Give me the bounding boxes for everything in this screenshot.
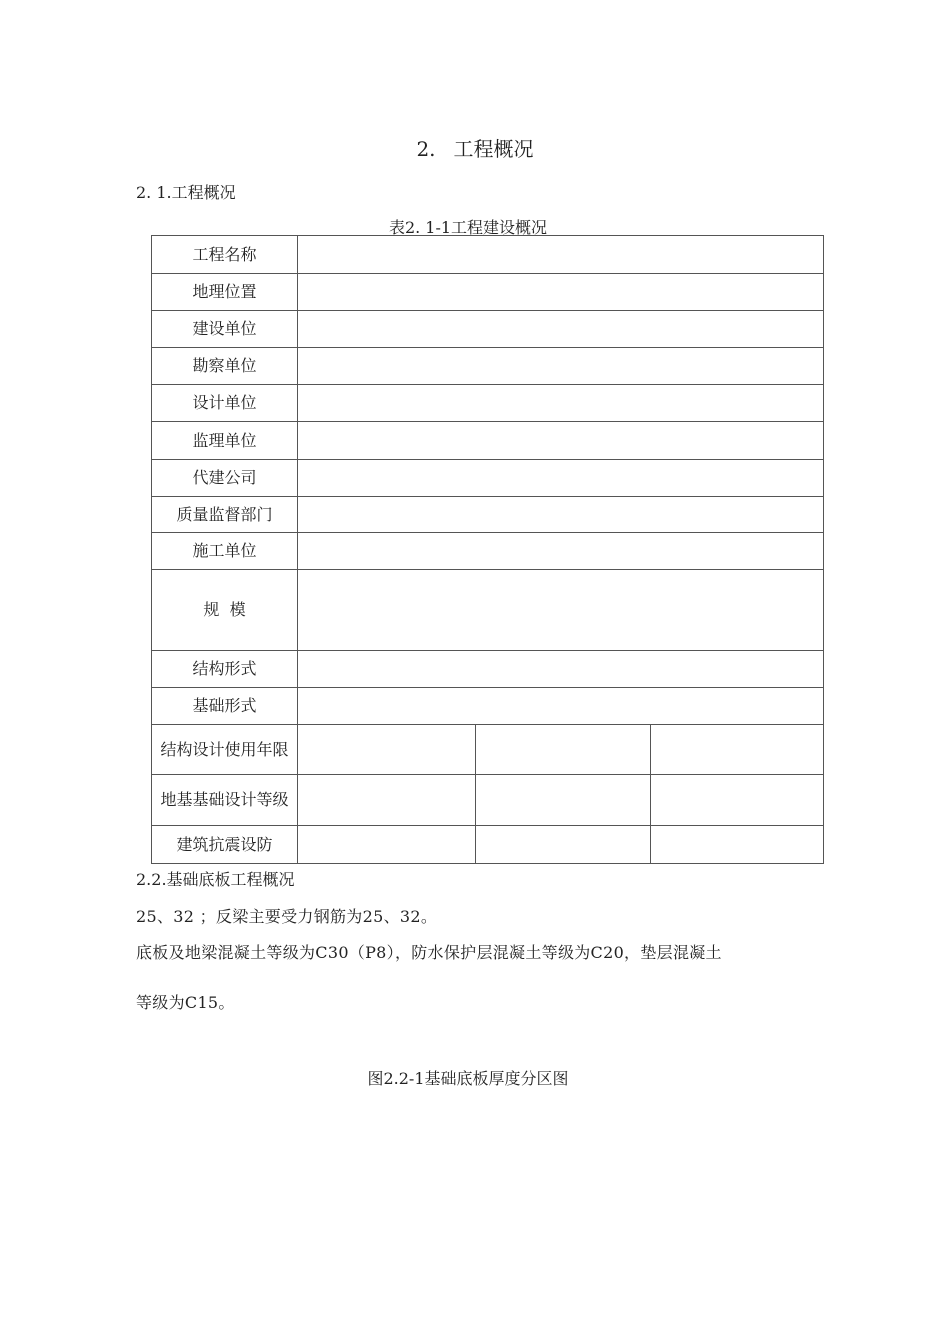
row-label-service-life: 结构设计使用年限: [152, 725, 298, 775]
chapter-number: 2.: [416, 137, 436, 161]
row-value-scale: [298, 570, 824, 651]
table-row: [152, 497, 824, 533]
row-value-foundation: [298, 688, 824, 725]
table-row: [152, 725, 824, 775]
table-row: [152, 570, 824, 651]
table-row: [152, 460, 824, 497]
section-2-2-heading: 2.2.基础底板工程概况: [136, 870, 295, 889]
chapter-title: [0, 133, 950, 162]
concrete-paragraph-line1: 底板及地梁混凝土等级为C30（P8），防水保护层混凝土等级为C20，垫层混凝土: [136, 943, 722, 962]
row-value-quality: [298, 497, 824, 533]
table-row: [152, 311, 824, 348]
table-caption: 表2. 1-1工程建设概况: [388, 218, 548, 237]
row-label-project-name: 工程名称: [152, 236, 298, 274]
section-2-1-heading: 2. 1.工程概况: [136, 183, 236, 202]
row-label-construction: 施工单位: [152, 533, 298, 570]
table-row: [152, 348, 824, 385]
row-label-owner: 建设单位: [152, 311, 298, 348]
row-value-owner: [298, 311, 824, 348]
row-value-seismic-1: [298, 826, 476, 864]
row-value-agent: [298, 460, 824, 497]
row-value-design: [298, 385, 824, 422]
row-value-supervision: [298, 422, 824, 460]
chapter-title-text: 工程概况: [453, 137, 534, 161]
row-value-project-name: [298, 236, 824, 274]
row-label-agent: 代建公司: [152, 460, 298, 497]
row-value-foundation-grade-2: [476, 775, 651, 826]
figure-caption: 图2.2-1基础底板厚度分区图: [367, 1069, 569, 1088]
row-value-survey: [298, 348, 824, 385]
row-value-structure: [298, 651, 824, 688]
row-value-seismic-3: [651, 826, 824, 864]
row-value-foundation-grade-3: [651, 775, 824, 826]
table-row: [152, 688, 824, 725]
row-value-service-life-3: [651, 725, 824, 775]
table-row: [152, 422, 824, 460]
row-value-location: [298, 274, 824, 311]
row-value-foundation-grade-1: [298, 775, 476, 826]
table-row: [152, 274, 824, 311]
table-row: [152, 236, 824, 274]
rebar-paragraph: 25、32 ；反梁主要受力钢筋为25、32。: [136, 907, 438, 926]
row-label-foundation: 基础形式: [152, 688, 298, 725]
table-row: [152, 651, 824, 688]
row-label-foundation-grade: 地基基础设计等级: [152, 775, 298, 826]
table-row: [152, 385, 824, 422]
row-value-construction: [298, 533, 824, 570]
row-value-seismic-2: [476, 826, 651, 864]
table-row: [152, 533, 824, 570]
row-label-seismic: 建筑抗震设防: [152, 826, 298, 864]
row-label-survey: 勘察单位: [152, 348, 298, 385]
row-value-service-life-1: [298, 725, 476, 775]
row-value-service-life-2: [476, 725, 651, 775]
table-row: [152, 826, 824, 864]
row-label-scale: 规 模: [152, 570, 298, 651]
row-label-design: 设计单位: [152, 385, 298, 422]
table-row: [152, 775, 824, 826]
row-label-supervision: 监理单位: [152, 422, 298, 460]
concrete-paragraph-line2: 等级为C15。: [136, 993, 235, 1012]
row-label-quality: 质量监督部门: [152, 497, 298, 533]
row-label-location: 地理位置: [152, 274, 298, 311]
row-label-structure: 结构形式: [152, 651, 298, 688]
project-info-table: [151, 235, 824, 864]
